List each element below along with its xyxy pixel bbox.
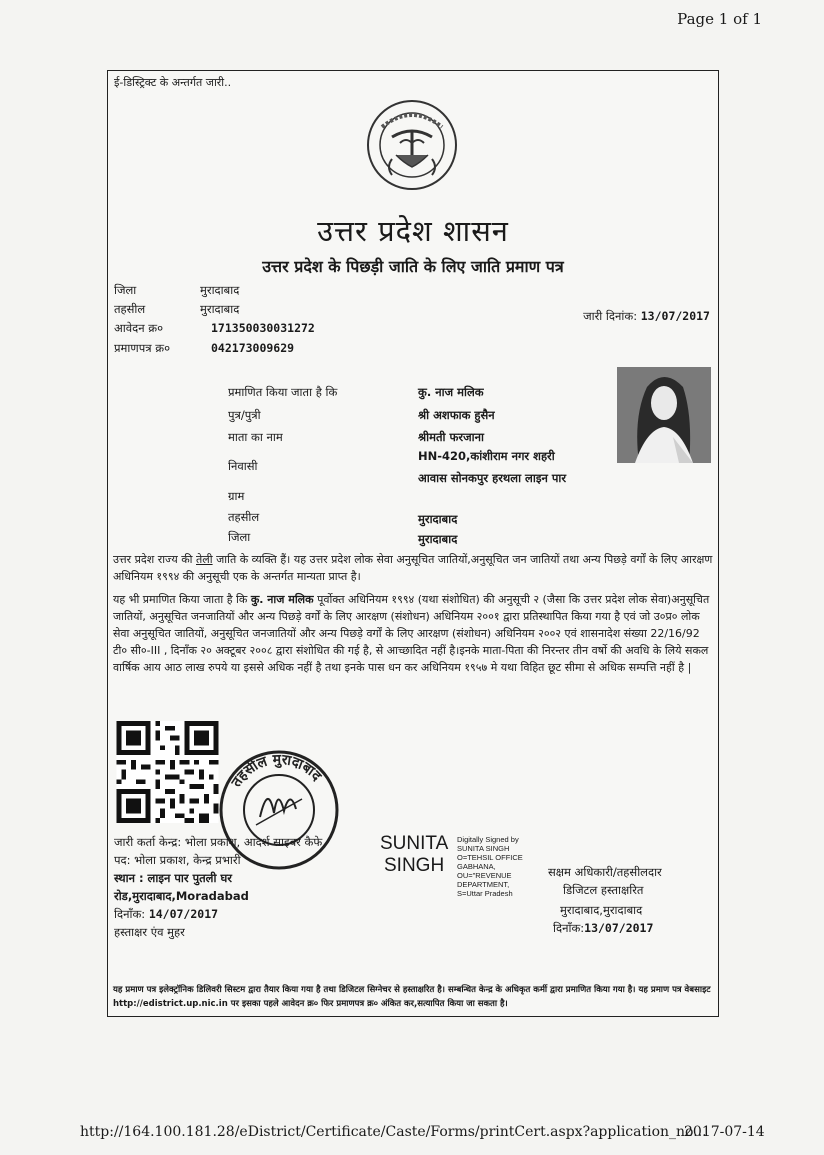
certificate-number: 042173009629 (211, 341, 295, 355)
caste-paragraph (113, 551, 713, 585)
income-paragraph-post: पूर्वोक्त अधिनियम १९९४ (यथा संशोधित) की अनुसूची २ (जैसा कि उत्तर प्रदेश लोक सेवा)अनुसूचित जातियों, अनुसूचित जनजातियों और अन्य पिछड़े वर्गों के लिए आरक्षण (संशोधन) अधिनियम २००१ द्वारा प्रतिस्थापित किया गया है एवं जो उ०प्र० लोक सेवा अनुसूचित जातियों, अनुसूचित जनजातियों और अन्य पिछड़े वर्गों के लिए आरक्षण (संशोधन) अधिनियम २००२ एवं शासनादेश संख्या 22/16/92 टी० सी०-III , दिनाँक २० अक्टूबर २००८ द्वारा संशोधित की गई है, से आच्छादित नहीं है।इनके माता-पिता की निरन्तर तीन वर्षो की अवधि के लिये सकल वार्षिक आय आठ लाख रुपये या इससे अधिक नहीं है तथा इनके पास धन कर अधिनियम १९५७ मे यथा विहित छूट सीमा से अधिक सम्पत्ति नहीं है | (113, 593, 710, 674)
person-district-value: मुरादाबाद (418, 532, 458, 546)
issue-date-value: 13/07/2017 (640, 309, 710, 323)
caste-name: तेली (196, 553, 213, 566)
tehsil-label: तहसील (114, 302, 146, 316)
sig-line-7: S=Uttar Pradesh (457, 889, 513, 898)
sig-line-6: DEPARTMENT, (457, 880, 510, 889)
qr-code (115, 721, 220, 823)
signer-first-name: SUNITA (380, 833, 449, 854)
district-label: जिला (114, 283, 137, 297)
certificate-number-label: प्रमाणपत्र क्र० (114, 341, 171, 355)
tehsil-value: मुरादाबाद (200, 302, 240, 316)
caste-paragraph-pre: उत्तर प्रदेश राज्य की (113, 553, 197, 566)
print-url: http://164.100.181.28/eDistrict/Certificate/Caste/Forms/printCert.aspx?application_no... (80, 1124, 707, 1140)
authority-title: सक्षम अधिकारी/तहसीलदार (548, 865, 662, 879)
issued-under-note: ई-डिस्ट्रिक्ट के अन्तर्गत जारी.. (114, 76, 232, 89)
svg-text:तहसील मुरादाबाद (228, 752, 325, 791)
digital-signature-details (457, 835, 542, 898)
application-number-label: आवेदन क्र० (114, 321, 164, 335)
person-tehsil-value: मुरादाबाद (418, 512, 458, 526)
digital-signer-name (380, 833, 448, 877)
address-line-2: आवास सोनकपुर हरथला लाइन पार (418, 471, 567, 485)
resident-label: निवासी (228, 459, 258, 473)
mother-name: श्रीमती फरजाना (418, 430, 484, 444)
issuing-date-value: 14/07/2017 (148, 907, 219, 921)
person-tehsil-label: तहसील (228, 510, 260, 524)
authority-digital-signed: डिजिटल हस्ताक्षरित (563, 883, 644, 897)
seal-text: तहसील मुरादाबाद (228, 751, 325, 790)
sig-line-1: Digitally Signed by (457, 835, 519, 844)
sig-line-5: OU="REVENUE (457, 871, 512, 880)
issuing-date (114, 907, 218, 922)
page-indicator: Page 1 of 1 (677, 10, 762, 28)
issuing-post: पद: भोला प्रकाश, केन्द्र प्रभारी (114, 853, 241, 867)
signature-seal-label: हस्ताक्षर एंव मुहर (114, 925, 185, 939)
certificate-title: उत्तर प्रदेश शासन (317, 214, 509, 248)
caste-certificate (107, 70, 719, 1017)
applicant-name: कु. नाज मलिक (418, 385, 484, 399)
sig-line-2: SUNITA SINGH (457, 844, 510, 853)
issue-date (583, 309, 710, 324)
sig-line-3: O=TEHSIL OFFICE (457, 853, 523, 862)
mother-label: माता का नाम (228, 430, 283, 444)
issuing-center: जारी कर्ता केन्द्र: भोला प्रकाश, आदर्श साइबर कैफे (114, 835, 323, 849)
issuing-place-line-1: स्थान : लाइन पार पुतली घर (114, 871, 232, 885)
issuing-date-label: दिनाँक: (114, 907, 146, 921)
authority-date-label: दिनाँक: (553, 921, 585, 935)
sig-line-4: GABHANA, (457, 862, 496, 871)
authority-date (553, 921, 653, 936)
certify-label: प्रमाणित किया जाता है कि (228, 385, 338, 399)
signer-last-name: SINGH (384, 855, 445, 876)
application-number: 171350030031272 (211, 321, 315, 335)
village-label: ग्राम (228, 489, 245, 503)
person-district-label: जिला (228, 530, 251, 544)
father-name: श्री अशफाक हुसैन (418, 408, 495, 422)
caste-paragraph-post: जाति के व्यक्ति हैं। यह उत्तर प्रदेश लोक सेवा अनुसूचित जातियों,अनुसूचित जन जातियों तथा अन्य पिछड़े वर्गों के लिए आरक्षण अधिनियम १९९४ की अनुसूची एक के अन्तर्गत मान्यता प्राप्त है। (113, 553, 713, 583)
authority-date-value: 13/07/2017 (584, 921, 654, 935)
income-paragraph-pre: यह भी प्रमाणित किया जाता है कि (113, 593, 251, 606)
income-paragraph-name: कु. नाज मलिक (250, 593, 314, 606)
issuing-place-line-2: रोड,मुरादाबाद,Moradabad (114, 889, 249, 903)
verification-note: यह प्रमाण पत्र इलेक्ट्रॉनिक डिलिवरी सिस्टम द्वारा तैयार किया गया है तथा डिजिटल सिग्नेचर से हस्ताक्षरित है। सम्बन्धित केन्द्र के अधिकृत कर्मी द्वारा प्रमाणित किया गया है। यह प्रमाण पत्र वेबसाइट http://edistrict.up.nic.in पर इसका पहले आवेदन क्र० फिर प्रमाणपत्र क्र० अंकित कर,सत्यापित किया जा सकता है। (113, 985, 711, 1009)
applicant-photo (617, 367, 711, 463)
state-emblem (362, 97, 462, 193)
address-line-1: HN-420,कांशीराम नगर शहरी (418, 449, 555, 463)
income-paragraph (113, 591, 713, 676)
district-value: मुरादाबाद (200, 283, 240, 297)
authority-location: मुरादाबाद,मुरादाबाद (560, 903, 643, 917)
issue-date-label: जारी दिनांक: (583, 309, 638, 323)
print-date: 2017-07-14 (684, 1124, 765, 1140)
parent-label: पुत्र/पुत्री (228, 408, 261, 422)
certificate-subtitle: उत्तर प्रदेश के पिछड़ी जाति के लिए जाति प्रमाण पत्र (262, 257, 564, 276)
